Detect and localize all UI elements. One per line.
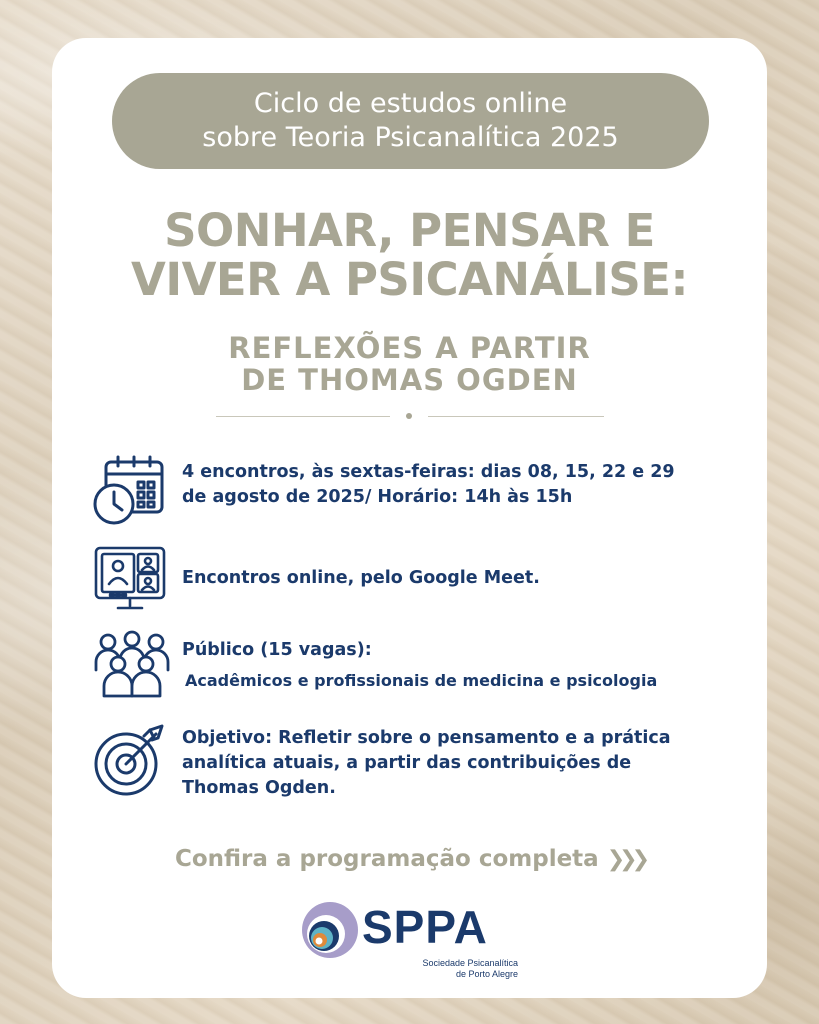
sppa-wordmark: SPPA	[362, 901, 488, 953]
program-link-text: Confira a programação completa	[174, 846, 599, 872]
sppa-logo-mark-icon	[300, 900, 360, 960]
objective-line-2: analítica atuais, a partir das contribuições de	[182, 753, 632, 773]
header-pill	[112, 73, 709, 169]
audience-line-2: Acadêmicos e profissionais de medicina e psicologia	[185, 671, 658, 690]
sppa-sub-line-2: de Porto Alegre	[455, 969, 518, 979]
main-title-line-2: VIVER A PSICANÁLISE:	[131, 253, 688, 306]
info-schedule	[92, 452, 732, 532]
triple-chevron-right-icon: ❯❯❯	[606, 847, 645, 872]
header-line-1: Ciclo de estudos online	[253, 88, 568, 119]
schedule-line-1: 4 encontros, às sextas-feiras: dias 08, 15, 22 e 29	[182, 462, 675, 482]
target-arrow-icon	[92, 722, 170, 800]
people-group-icon	[92, 630, 172, 702]
objective-line-3: Thomas Ogden.	[182, 778, 336, 798]
main-title	[52, 206, 767, 304]
sppa-logo	[300, 896, 530, 986]
sppa-sub-line-1: Sociedade Psicanalítica	[422, 958, 518, 968]
divider-right	[428, 416, 604, 417]
objective-line-1: Objetivo: Refletir sobre o pensamento e a prática	[182, 728, 671, 748]
schedule-line-2: de agosto de 2025/ Horário: 14h às 15h	[182, 487, 573, 507]
sppa-subtitle	[362, 958, 518, 980]
header-line-2: sobre Teoria Psicanalítica 2025	[202, 122, 619, 153]
subtitle-line-2: DE THOMAS OGDEN	[241, 363, 578, 397]
subtitle-line-1: REFLEXÕES A PARTIR	[228, 331, 591, 365]
divider-dot	[406, 413, 412, 419]
flyer-card	[52, 38, 767, 998]
calendar-clock-icon	[92, 452, 168, 528]
info-audience	[92, 630, 732, 710]
program-link[interactable]	[52, 844, 767, 875]
main-title-line-1: SONHAR, PENSAR E	[164, 204, 655, 257]
divider-left	[216, 416, 390, 417]
info-objective	[92, 722, 732, 802]
online-line-1: Encontros online, pelo Google Meet.	[182, 568, 540, 588]
video-meeting-icon	[92, 544, 168, 616]
subtitle	[52, 332, 767, 396]
audience-line-1: Público (15 vagas):	[182, 640, 372, 660]
info-online	[92, 544, 732, 616]
